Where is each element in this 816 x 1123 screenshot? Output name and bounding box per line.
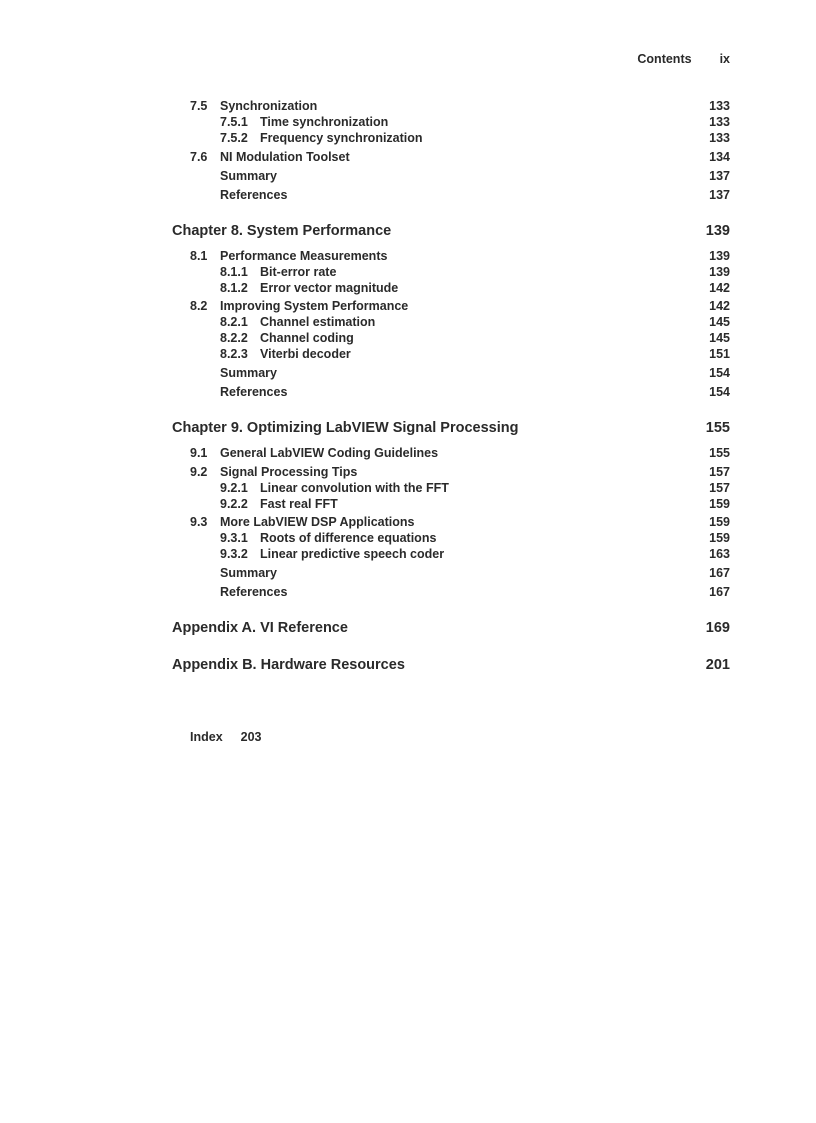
toc-plain	[172, 188, 730, 203]
toc-entry-number: 9.2	[190, 464, 208, 479]
toc-entry-title: Error vector magnitude	[260, 280, 399, 295]
index-label: Index	[190, 730, 223, 744]
toc-subsection	[172, 315, 730, 330]
toc-plain	[172, 585, 730, 600]
toc-section	[172, 515, 730, 530]
toc-subsection	[172, 265, 730, 280]
running-head	[637, 52, 730, 66]
toc-entry-number: 9.2.2	[220, 496, 248, 511]
toc-entry-page: 139	[705, 222, 730, 239]
toc-entry-title: Linear convolution with the FFT	[260, 480, 449, 495]
toc-entry-page: 142	[709, 299, 730, 313]
toc-subsection	[172, 481, 730, 496]
toc-entry-page: 155	[709, 446, 730, 460]
toc-entry-page: 137	[709, 168, 730, 183]
toc-entry-number: 9.3	[190, 515, 208, 529]
toc-entry-number: 9.2.1	[220, 480, 248, 495]
toc-entry-number: 8.2.3	[220, 347, 248, 361]
toc-entry-title: General LabVIEW Coding Guidelines	[220, 446, 439, 460]
toc-plain	[172, 169, 730, 184]
toc-entry-page: 139	[709, 248, 730, 263]
toc-plain	[172, 385, 730, 400]
toc-entry-title: Signal Processing Tips	[220, 464, 358, 479]
toc-subsection	[172, 281, 730, 296]
toc-entry-number: 8.2.1	[220, 315, 248, 329]
index-page: 203	[240, 730, 262, 744]
toc-subsection	[172, 531, 730, 546]
toc-chapter	[172, 619, 730, 637]
toc-chapter	[172, 419, 730, 437]
toc-entry-number: 9.1	[190, 446, 208, 460]
toc-section	[172, 249, 730, 264]
toc-entry-title: Summary	[220, 366, 277, 380]
toc-entry-title: Performance Measurements	[220, 248, 388, 263]
toc-entry-page: 167	[709, 566, 730, 580]
toc-entry-page: 154	[709, 366, 730, 380]
toc-subsection	[172, 115, 730, 130]
toc-entry-title: Fast real FFT	[260, 496, 338, 511]
toc-entry-page: 155	[705, 420, 730, 436]
toc-section	[172, 465, 730, 480]
toc-entry-title: References	[220, 187, 288, 202]
toc-entry-title: Channel estimation	[260, 315, 376, 329]
toc-entry-page: 154	[709, 385, 730, 399]
toc-entry-number: 7.5	[190, 99, 208, 113]
toc-entry-title: Improving System Performance	[220, 299, 409, 313]
toc-section	[172, 99, 730, 114]
toc-chapter	[172, 656, 730, 674]
toc-entry-title: Summary	[220, 168, 277, 183]
toc-entry-title: Channel coding	[260, 331, 354, 345]
toc-entry-page: 151	[709, 347, 730, 361]
toc-entry-page: 159	[709, 515, 730, 529]
toc-entry-number: 8.1.1	[220, 264, 248, 279]
toc-subsection	[172, 131, 730, 146]
toc-plain	[172, 566, 730, 581]
toc-entry-page: 133	[709, 115, 730, 129]
running-head-page: ix	[719, 52, 730, 66]
toc-entry-page: 133	[709, 131, 730, 145]
toc-entry-title: Bit-error rate	[260, 264, 337, 279]
toc-entry-number: 8.1	[190, 248, 208, 263]
toc-entry-title: Appendix B. Hardware Resources	[172, 657, 405, 673]
toc-entry-page: 157	[709, 464, 730, 479]
toc-chapter	[172, 222, 730, 240]
toc-entry-page: 167	[709, 585, 730, 599]
toc-entry-number: 9.3.1	[220, 531, 248, 545]
toc-entry-title: References	[220, 385, 288, 399]
table-of-contents	[172, 99, 730, 674]
toc-entry-title: Frequency synchronization	[260, 131, 423, 145]
toc-entry-title: NI Modulation Toolset	[220, 149, 350, 164]
toc-entry-title: Roots of difference equations	[260, 531, 437, 545]
toc-entry-page: 134	[709, 149, 730, 164]
toc-entry-title: Synchronization	[220, 99, 318, 113]
toc-entry-title: Chapter 9. Optimizing LabVIEW Signal Processing	[172, 420, 519, 436]
toc-entry-number: 7.5.2	[220, 131, 248, 145]
toc-entry-page: 163	[709, 547, 730, 561]
toc-entry-page: 142	[709, 280, 730, 295]
toc-entry-number: 7.5.1	[220, 115, 248, 129]
toc-entry-number: 9.3.2	[220, 547, 248, 561]
toc-entry-page: 157	[709, 480, 730, 495]
toc-entry-title: Appendix A. VI Reference	[172, 620, 348, 636]
toc-entry-page: 159	[709, 496, 730, 511]
toc-plain	[172, 366, 730, 381]
toc-entry-title: More LabVIEW DSP Applications	[220, 515, 415, 529]
toc-entry-page: 169	[705, 620, 730, 636]
toc-subsection	[172, 347, 730, 362]
toc-entry-page: 145	[709, 331, 730, 345]
toc-entry-title: Summary	[220, 566, 277, 580]
toc-entry-page: 159	[709, 531, 730, 545]
toc-entry-title: Linear predictive speech coder	[260, 547, 445, 561]
toc-entry-number: 8.1.2	[220, 280, 248, 295]
index-entry	[190, 730, 262, 744]
running-head-label: Contents	[637, 52, 692, 66]
toc-subsection	[172, 331, 730, 346]
toc-section	[172, 299, 730, 314]
toc-subsection	[172, 547, 730, 562]
toc-entry-title: Viterbi decoder	[260, 347, 351, 361]
toc-entry-title: Time synchronization	[260, 115, 389, 129]
toc-entry-number: 8.2	[190, 299, 208, 313]
toc-entry-number: 8.2.2	[220, 331, 248, 345]
toc-entry-number: 7.6	[190, 149, 208, 164]
toc-entry-page: 145	[709, 315, 730, 329]
toc-section	[172, 150, 730, 165]
toc-section	[172, 446, 730, 461]
toc-entry-title: Chapter 8. System Performance	[172, 222, 392, 239]
toc-entry-title: References	[220, 585, 288, 599]
toc-entry-page: 133	[709, 99, 730, 113]
toc-entry-page: 201	[705, 657, 730, 673]
toc-subsection	[172, 497, 730, 512]
toc-entry-page: 137	[709, 187, 730, 202]
toc-entry-page: 139	[709, 264, 730, 279]
